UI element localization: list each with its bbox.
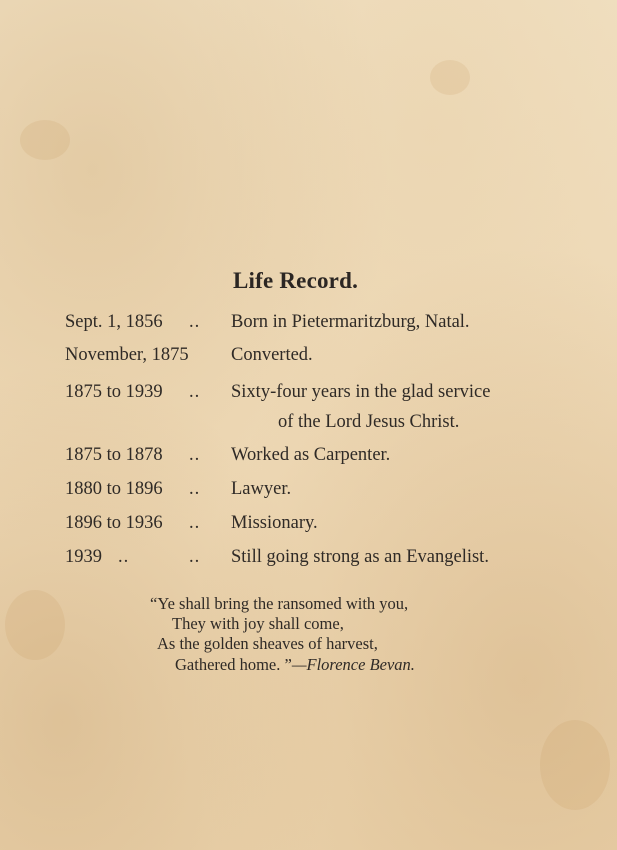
entry-date: 1939 — [65, 547, 102, 567]
entry-leader-dots: .. — [118, 547, 130, 567]
entry-date: 1875 to 1939 — [65, 382, 163, 402]
quote-line: “Ye shall bring the ransomed with you, — [150, 594, 409, 613]
entry-leader-dots: .. — [189, 445, 201, 465]
life-record-entry — [0, 513, 617, 539]
entry-date: 1896 to 1936 — [65, 513, 163, 533]
entry-leader-dots: .. — [189, 312, 201, 332]
entry-event: Still going strong as an Evangelist. — [231, 547, 489, 567]
life-record-entry — [0, 479, 617, 505]
quote-line-with-attribution — [175, 655, 415, 675]
life-record-entry — [0, 445, 617, 471]
quote-line: Gathered home. ” — [175, 655, 292, 674]
entry-date: 1880 to 1896 — [65, 479, 163, 499]
paper-stain — [430, 60, 470, 95]
entry-event: Born in Pietermaritzburg, Natal. — [231, 312, 470, 332]
paper-stain — [20, 120, 70, 160]
entry-event: Lawyer. — [231, 479, 292, 499]
entry-event-continuation: of the Lord Jesus Christ. — [278, 412, 460, 432]
quote-attribution: —Florence Bevan. — [291, 655, 415, 674]
paper-stain — [540, 720, 610, 810]
entry-date: November, 1875 — [65, 345, 189, 365]
quote-line: They with joy shall come, — [172, 614, 344, 633]
life-record-entry — [0, 547, 617, 573]
entry-leader-dots: .. — [189, 547, 201, 567]
entry-event: Sixty-four years in the glad service — [231, 382, 491, 402]
page-title: Life Record. — [233, 268, 359, 293]
entry-event: Converted. — [231, 345, 313, 365]
entry-date: 1875 to 1878 — [65, 445, 163, 465]
entry-date: Sept. 1, 1856 — [65, 312, 163, 332]
entry-event: Worked as Carpenter. — [231, 445, 391, 465]
entry-leader-dots: .. — [189, 479, 201, 499]
life-record-entry — [0, 382, 617, 408]
quote-line: As the golden sheaves of harvest, — [157, 634, 378, 653]
entry-leader-dots: .. — [189, 513, 201, 533]
entry-event: Missionary. — [231, 513, 318, 533]
life-record-entry — [0, 345, 617, 371]
life-record-entry — [0, 312, 617, 338]
paper-stain — [5, 590, 65, 660]
entry-leader-dots: .. — [189, 382, 201, 402]
